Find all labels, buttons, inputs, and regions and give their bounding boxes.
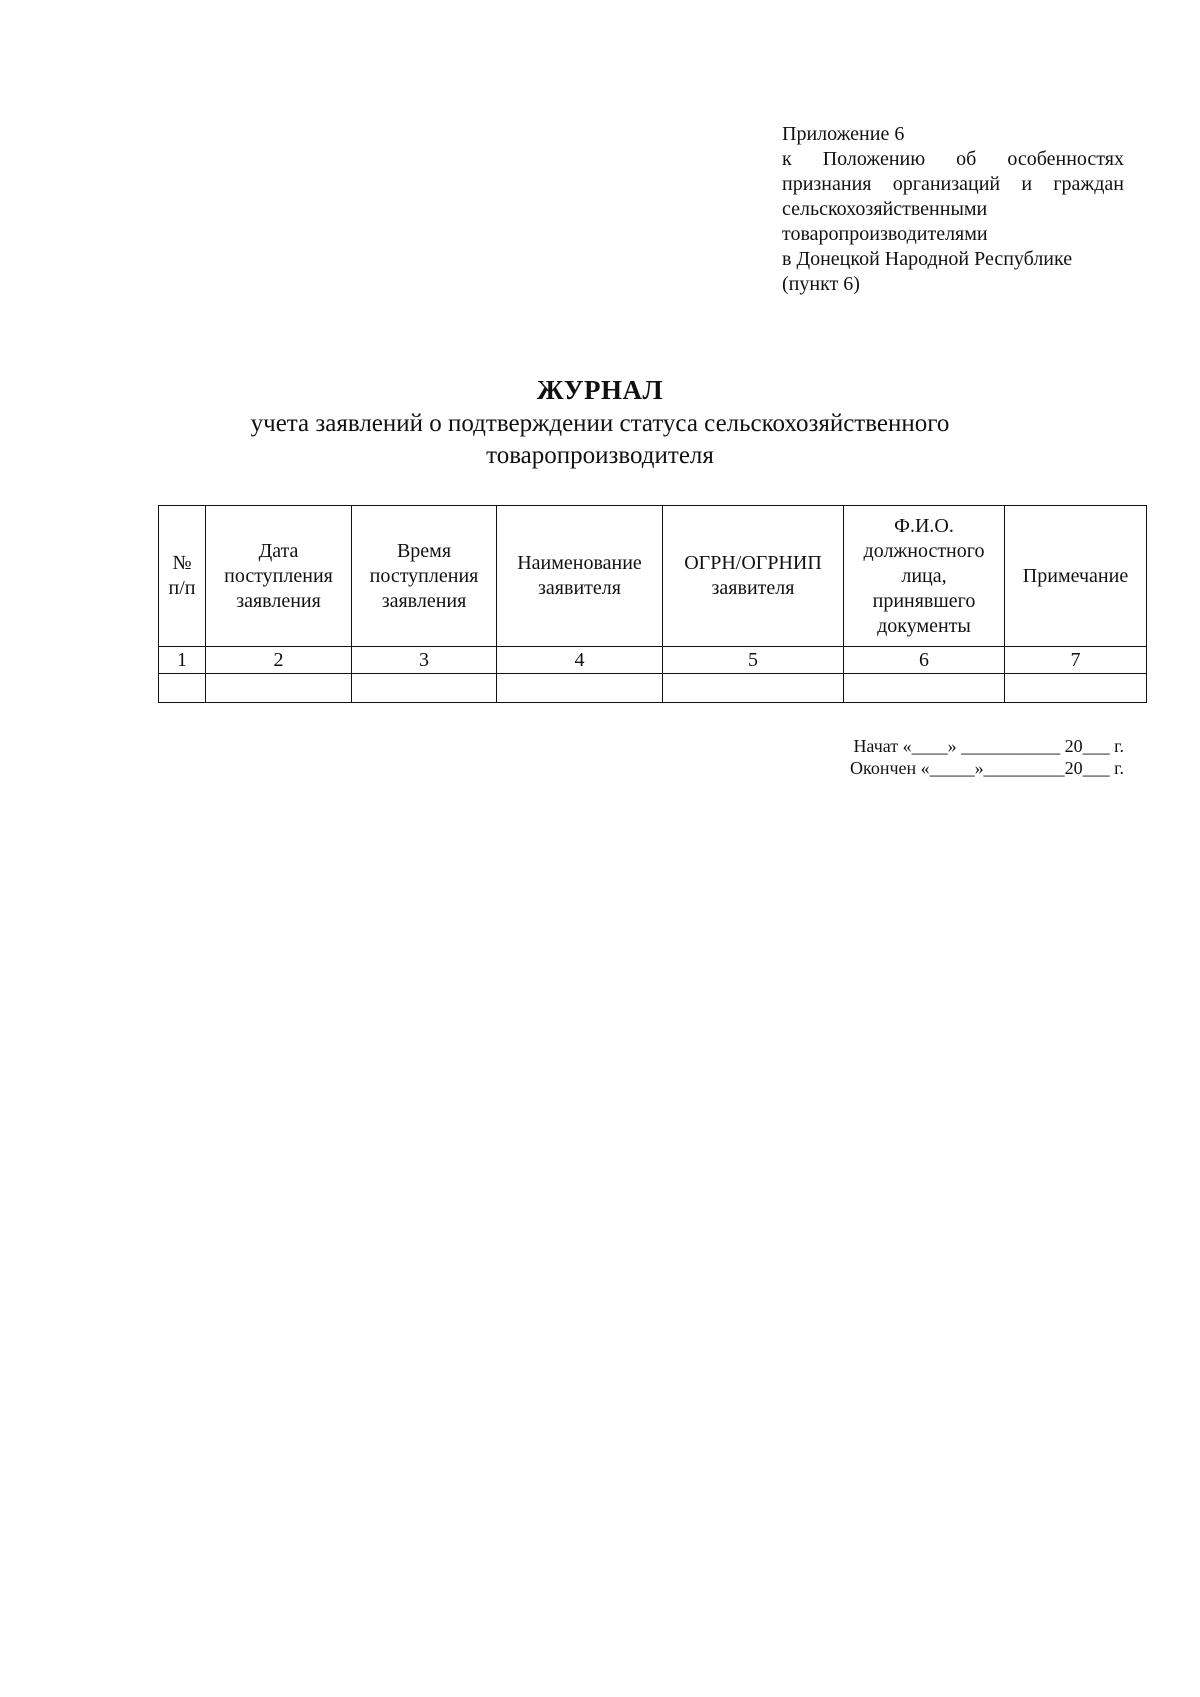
header-line: ОГРН/ОГРНИП (684, 552, 822, 574)
finished-date-line: Окончен «_____»_________20___ г. (850, 758, 1124, 778)
header-line: Ф.И.О. (894, 514, 954, 537)
header-line: документы (877, 614, 971, 637)
table-header-row (159, 506, 1147, 647)
header-line: лица, (901, 564, 947, 587)
header-date-received (206, 506, 352, 647)
header-line: заявителя (538, 577, 621, 599)
header-ogrn (663, 506, 844, 647)
header-line: поступления (224, 564, 333, 587)
journal-dates (780, 735, 1124, 779)
header-line: Наименование (517, 552, 642, 574)
empty-cell (1005, 674, 1147, 703)
appendix-line-3: признания организаций и граждан (782, 173, 1124, 195)
column-number-cell: 7 (1005, 647, 1147, 674)
header-line: заявления (381, 589, 467, 612)
column-number-cell: 2 (206, 647, 352, 674)
header-applicant-name (497, 506, 663, 647)
header-line: № (172, 552, 192, 574)
empty-cell (352, 674, 497, 703)
header-line: поступления (369, 564, 479, 587)
header-line: Примечание (1022, 564, 1129, 587)
column-number-row (159, 647, 1147, 674)
appendix-line-6: в Донецкой Народной Республике (782, 248, 1073, 270)
header-line: заявления (236, 589, 321, 612)
document-subtitle-line-1: учета заявлений о подтверждении статуса сельскохозяйственного (250, 410, 950, 437)
column-number-cell: 3 (352, 647, 497, 674)
empty-cell (159, 674, 206, 703)
appendix-line-4: сельскохозяйственными (782, 198, 988, 220)
started-date-line: Начат «____» ___________ 20___ г. (853, 736, 1124, 756)
document-heading (0, 372, 1200, 472)
appendix-line-2: к Положению об особенностях (782, 148, 1124, 170)
appendix-line-7: (пункт 6) (782, 273, 860, 295)
header-official-name (844, 506, 1005, 647)
column-number-cell: 6 (844, 647, 1005, 674)
empty-cell (497, 674, 663, 703)
document-subtitle-line-2: товаропроизводителя (486, 442, 714, 469)
table-row (159, 674, 1147, 703)
column-number-cell: 5 (663, 647, 844, 674)
empty-cell (844, 674, 1005, 703)
header-line: п/п (168, 577, 196, 599)
header-line: Дата (258, 539, 299, 562)
appendix-note (782, 122, 1124, 297)
header-line: должностного (863, 539, 985, 562)
appendix-line-5: товаропроизводителями (782, 223, 988, 245)
appendix-line-1: Приложение 6 (782, 123, 905, 145)
header-line: принявшего (872, 589, 976, 612)
column-number-cell: 4 (497, 647, 663, 674)
header-number (159, 506, 206, 647)
header-line: заявителя (711, 577, 795, 599)
journal-table (158, 505, 1147, 703)
column-number-cell: 1 (159, 647, 206, 674)
header-line: Время (396, 539, 452, 562)
header-time-received (352, 506, 497, 647)
empty-cell (663, 674, 844, 703)
empty-cell (206, 674, 352, 703)
header-note (1005, 506, 1147, 647)
document-title: ЖУРНАЛ (536, 375, 664, 405)
